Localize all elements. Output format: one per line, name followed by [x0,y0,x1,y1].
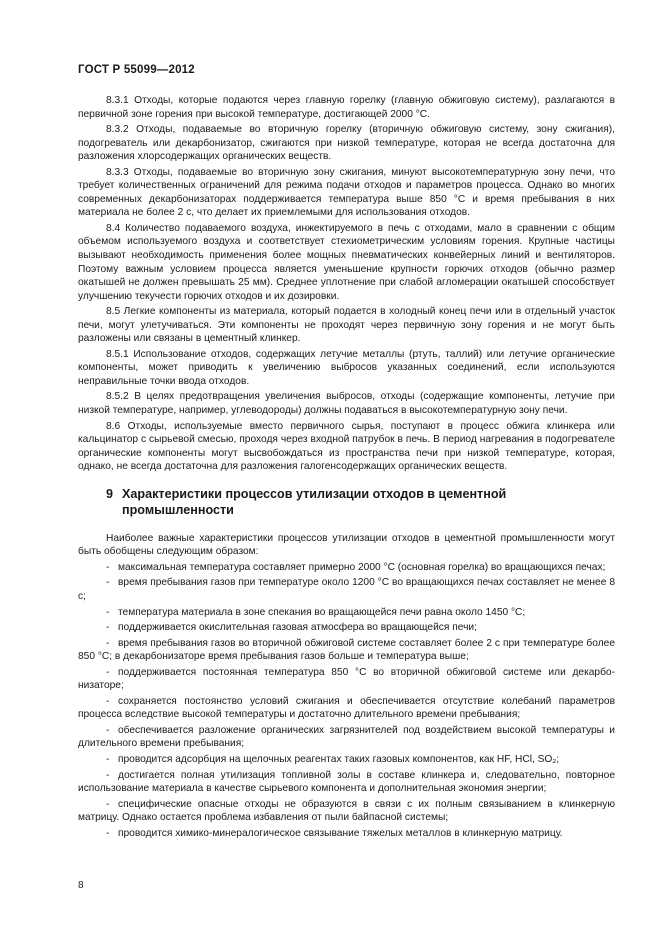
list-item-text: проводится химико-минералогическое связывание тяжелых металлов в клинкерную матрицу. [118,827,563,839]
paragraph-8-5: 8.5 Легкие компоненты из материала, который подается в холодный конец печи или в отдельный участок печи, могут улетучиваться. Эти компоненты не проходят через первичную зону горения и не могут быть разложены или связаны в цементный клинкер. [78,306,615,345]
list-dash: - [106,769,110,781]
list-item [78,798,615,825]
paragraph-8-5-2: 8.5.2 В целях предотвращения увеличения выбросов, отходы (содержащие компоненты, летучие при низкой температуре, например, углеводороды) должны подаваться в высокотемпературную зону печи. [78,391,615,417]
list-dash: - [106,753,110,765]
list-item-text: время пребывания газов при температуре около 1200 °С во вращающихся печах составляет не менее 8 с; [78,577,615,602]
list-item [78,606,615,620]
list-item [78,637,615,664]
list-item [78,827,615,841]
list-item-text: специфические опасные отходы не образуются в связи с их полным связыванием в клинкерную матрицу. Однако остается проблема избавления от пыли байпасной системы; [78,798,615,824]
page-body [78,94,615,842]
list-dash: - [106,637,110,649]
list-item [78,769,615,796]
characteristics-list [78,561,615,840]
list-dash: - [106,798,110,810]
section-9-heading [106,486,615,518]
list-dash: - [106,666,110,678]
list-item [78,621,615,635]
paragraph-8-5-1: 8.5.1 Использование отходов, содержащих летучие металлы (ртуть, таллий) или летучие органические компоненты, может приводить к увеличению выбросов указанных соединений, если используются неправильные точки ввода отходов. [78,348,615,387]
list-dash: - [106,695,110,707]
list-item [78,576,615,603]
list-dash: - [106,827,110,839]
list-item-text: поддерживается постоянная температура 850 °С во вторичной обжиговой системе или декарбонизаторе; [78,666,615,692]
list-dash: - [106,622,110,634]
list-item [78,666,615,693]
list-item-text: сохраняется постоянство условий сжигания и обеспечивается отсутствие колебаний параметров процесса вследствие высокой температуры и достаточно длительного времени пребывания; [78,695,615,721]
list-item-text: проводится адсорбция на щелочных реагентах таких газовых компонентов, как HF, HCl, SO₂; [118,753,560,765]
list-item [78,724,615,751]
list-item [78,753,615,767]
paragraph-8-3-1: 8.3.1 Отходы, которые подаются через главную горелку (главную обжиговую систему), разлагаются в первичной зоне горения при высокой температуре, достигающей 2000 °С. [78,95,615,120]
section-number: 9 [106,486,114,501]
list-item-text: максимальная температура составляет примерно 2000 °С (основная горелка) во вращающихся печах; [118,561,606,573]
paragraph-8-6: 8.6 Отходы, используемые вместо первичного сырья, поступают в процесс обжига клинкера или кальцинатор с сырьевой смесью, проходя через входной патрубок в печь. В период нагревания в подогревателе органические компоненты могут высвобождаться из пространства печи при низкой температуре, которая, однако, не всегда достаточна для разложения галогенсодержащих органических веществ. [78,420,615,473]
paragraph-8-3-2: 8.3.2 Отходы, подаваемые во вторичную горелку (вторичную обжиговую систему, зону сжигания), подогреватель или декарбонизатор, сжигаются при низкой температуре, которая не всегда достаточна для разложения хлорсодержащих органических веществ. [78,124,615,163]
page-number: 8 [78,880,84,891]
list-dash: - [106,577,110,589]
paragraph-8-3-3: 8.3.3 Отходы, подаваемые во вторичную зону сжигания, минуют высокотемпературную зону печи, что требует количественных ограничений для режима подачи отходов и параметров процесса. Однако во многих современных декарбонизаторах поддерживается температура выше 850 °С и время пребывания в них материала не более 2 с, что делает их приемлемыми для использования отходов. [78,166,615,219]
list-item-text: достигается полная утилизация топливной золы в составе клинкера и, следовательно, повторное использование материала в качестве сырьевого компонента и дополнительная экономия энергии; [78,769,615,795]
section-title: Характеристики процессов утилизации отходов в цементной промышленности [122,486,507,517]
list-dash: - [106,561,110,573]
document-code-header: ГОСТ Р 55099—2012 [78,64,195,76]
list-item-text: температура материала в зоне спекания во вращающейся печи равна около 1450 °С; [118,606,526,618]
list-item [78,561,615,575]
list-dash: - [106,724,110,736]
list-dash: - [106,606,110,618]
section-intro: Наиболее важные характеристики процессов утилизации отходов в цементной промышленности могут быть обобщены следующим образом: [78,532,615,558]
list-item-text: время пребывания газов во вторичной обжиговой системе составляет более 2 с при температуре более 850 °С; в декарбонизаторе время пребывания газов больше и температура выше; [78,637,615,663]
list-item [78,695,615,722]
list-item-text: обеспечивается разложение органических загрязнителей под воздействием высокой температуры и длительного времени пребывания; [78,724,615,750]
list-item-text: поддерживается окислительная газовая атмосфера во вращающейся печи; [118,622,477,634]
paragraph-8-4: 8.4 Количество подаваемого воздуха, инжектируемого в печь с отходами, мало в сравнении с общим объемом используемого воздуха и соответствует стехиометрическим условиям горения. Крупные частицы вызывают необходимость применения более мощных пневматических конвейерных линий и вентиляторов. Поэтому важным условием процесса является уменьшение крупности горючих отходов (обычно размер окатышей не должен превышать 25 мм). Среднее уплотнение при слабой агломерации окатышей способствует улучшению текучести горючих отходов и их дозировки. [78,222,615,302]
